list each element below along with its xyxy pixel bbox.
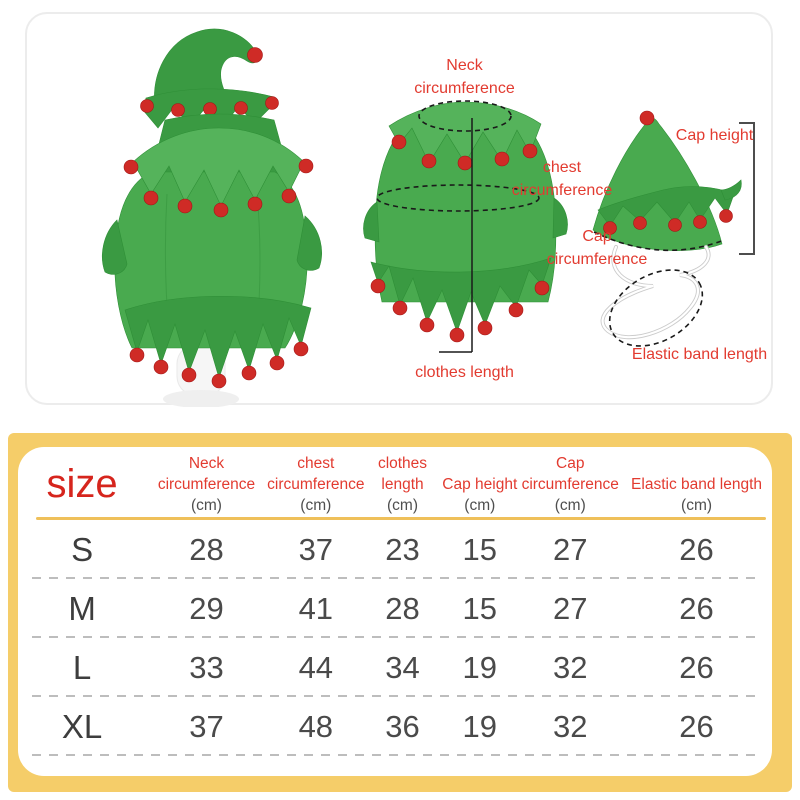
- value-cell: 23: [385, 531, 420, 567]
- value-cell: 32: [553, 708, 588, 744]
- cap-band-curl: [721, 180, 741, 200]
- value-cell: 26: [679, 531, 714, 567]
- col-label-line: Elastic band length: [631, 475, 763, 493]
- table-header-row: [18, 447, 772, 517]
- col-label-line: circumference: [521, 475, 619, 493]
- value-cell: 19: [462, 708, 498, 744]
- value-cell: 27: [553, 531, 588, 567]
- value-cell: 28: [385, 590, 420, 626]
- neck-circumference-label: [382, 54, 547, 100]
- size-cell: M: [68, 589, 96, 627]
- col-label-line: Neck: [188, 454, 225, 472]
- size-table: [18, 447, 772, 776]
- size-cell: S: [71, 530, 94, 568]
- col-header-elastic-band-length: [621, 453, 772, 516]
- value-cell: 29: [189, 590, 224, 626]
- value-cell: 19: [462, 649, 498, 685]
- value-cell: 41: [298, 590, 334, 626]
- product-photo-card: [25, 12, 773, 405]
- col-header-cap-height: [440, 453, 519, 516]
- label-line: circumference: [511, 182, 613, 199]
- col-label-line: chest: [297, 454, 335, 472]
- size-header: size: [46, 461, 118, 506]
- value-cell: 48: [298, 708, 334, 744]
- size-table-frame: [8, 433, 792, 792]
- chest-circumference-label: [482, 156, 642, 202]
- table-row-xl: [18, 697, 772, 756]
- col-label-line: circumference: [157, 475, 256, 493]
- col-unit: (cm): [190, 496, 222, 514]
- table-row-s: [18, 520, 772, 579]
- sleeve: [364, 202, 380, 242]
- col-unit: (cm): [681, 496, 713, 514]
- col-unit: (cm): [387, 496, 418, 514]
- col-unit: (cm): [554, 496, 586, 514]
- col-header-clothes-length: [365, 453, 440, 516]
- col-label-line: clothes: [377, 454, 428, 472]
- value-cell: 33: [189, 649, 224, 685]
- value-cell: 34: [385, 649, 420, 685]
- value-cell: 28: [189, 531, 224, 567]
- col-label-line: [440, 453, 519, 474]
- col-unit: (cm): [300, 496, 332, 514]
- table-row-m: [18, 579, 772, 638]
- value-cell: 37: [298, 531, 334, 567]
- col-unit: (cm): [464, 496, 496, 514]
- col-label-line: Cap height: [442, 475, 518, 493]
- label-line: chest: [542, 159, 582, 176]
- label-line: circumference: [414, 80, 515, 97]
- value-cell: 15: [462, 531, 498, 567]
- clothes-length-label: clothes length: [415, 364, 514, 381]
- value-cell: 26: [679, 708, 714, 744]
- value-cell: 26: [679, 590, 714, 626]
- value-cell: 44: [298, 649, 334, 685]
- col-label-line: circumference: [267, 475, 365, 493]
- value-cell: 32: [553, 649, 588, 685]
- value-cell: 36: [385, 708, 420, 744]
- value-cell: 15: [462, 590, 498, 626]
- cap-circumference-label: [522, 225, 672, 271]
- size-cell: XL: [61, 707, 103, 745]
- col-label-line: [621, 453, 772, 474]
- col-header-neck-circumference: [146, 453, 267, 516]
- value-cell: 37: [189, 708, 224, 744]
- row-divider: [32, 754, 758, 756]
- table-row-l: [18, 638, 772, 697]
- elf-costume-photo: [102, 29, 321, 407]
- label-line: Neck: [446, 57, 483, 74]
- col-header-cap-circumference: [519, 453, 621, 516]
- cap-height-label: Cap height: [675, 127, 754, 144]
- col-label-line: length: [381, 475, 424, 493]
- label-line: Cap: [582, 228, 612, 245]
- value-cell: 27: [553, 590, 588, 626]
- label-line: circumference: [546, 251, 648, 268]
- col-header-chest-circumference: [267, 453, 365, 516]
- value-cell: 26: [679, 649, 714, 685]
- size-cell: L: [72, 648, 92, 686]
- elastic-band-length-label: Elastic band length: [631, 346, 768, 363]
- col-label-line: Cap: [556, 454, 585, 472]
